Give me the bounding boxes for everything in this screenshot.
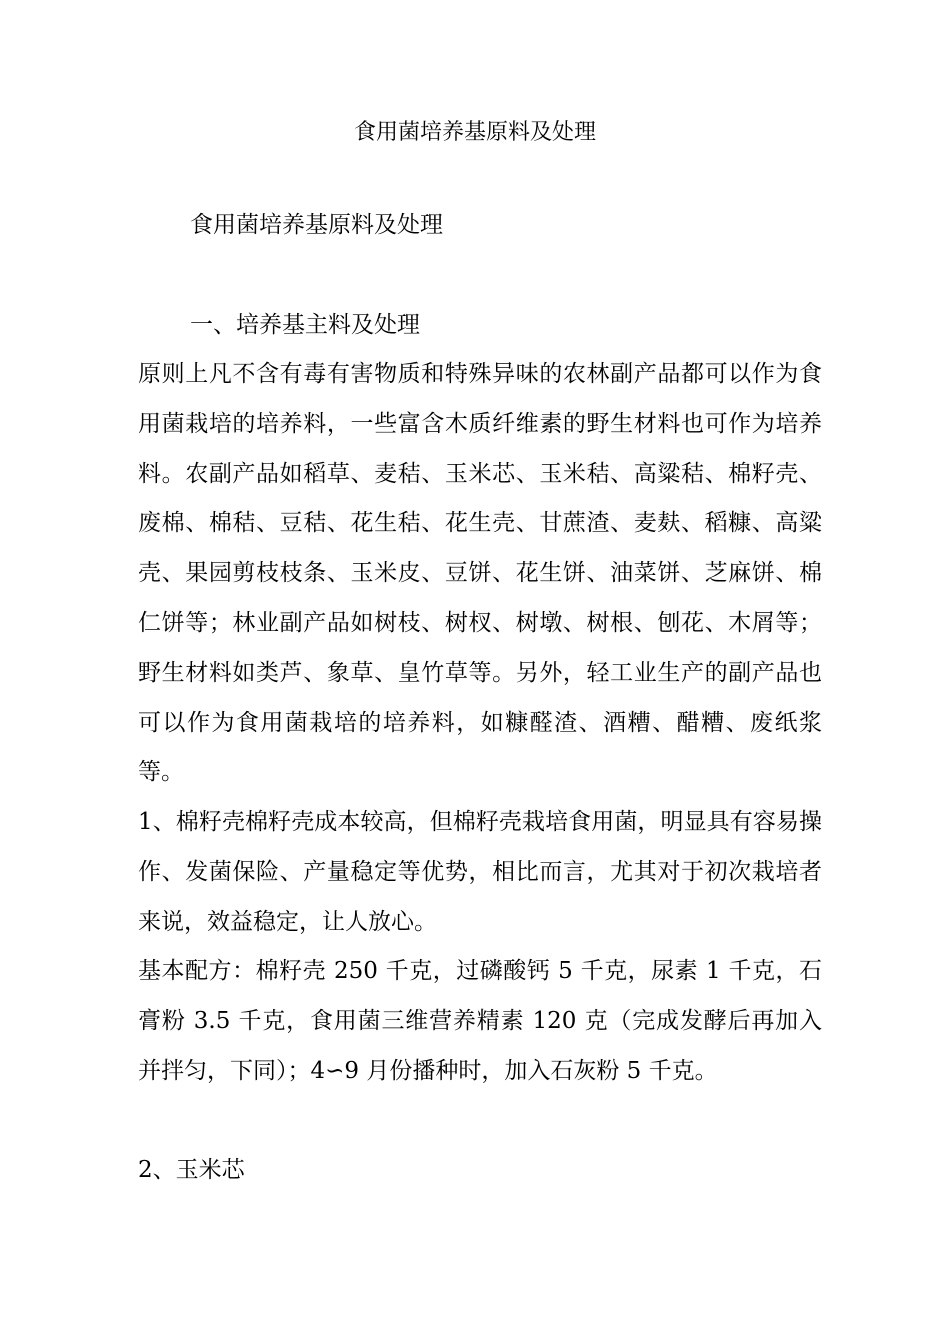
paragraph-cottonseed-hull: 1、棉籽壳棉籽壳成本较高，但棉籽壳栽培食用菌，明显具有容易操作、发菌保险、产量稳定等优势，相比而言，尤其对于初次栽培者来说，效益稳定，让人放心。 xyxy=(138,809,822,935)
paragraph-intro: 原则上凡不含有毒有害物质和特殊异味的农林副产品都可以作为食用菌栽培的培养料，一些富含木质纤维素的野生材料也可作为培养料。农副产品如稻草、麦秸、玉米芯、玉米秸、高粱秸、棉籽壳、废棉、棉秸、豆秸、花生秸、花生壳、甘蔗渣、麦麸、稻糠、高粱壳、果园剪枝枝条、玉米皮、豆饼、花生饼、油菜饼、芝麻饼、棉仁饼等；林业副产品如树枝、树杈、树墩、树根、刨花、木屑等；野生材料如类芦、象草、皇竹草等。另外，轻工业生产的副产品也可以作为食用菌栽培的培养料，如糠醛渣、酒糟、醋糟、废纸浆等。 xyxy=(138,361,822,786)
paragraph-basic-formula: 基本配方：棉籽壳 250 千克，过磷酸钙 5 千克，尿素 1 千克，石膏粉 3.5 千克，食用菌三维营养精素 120 克（完成发酵后再加入并拌匀，下同）；4∽9 月份播种时，加入石灰粉 5 千克。 xyxy=(138,958,822,1084)
document-title: 食用菌培养基原料及处理 xyxy=(353,120,596,145)
section-heading: 一、培养基主料及处理 xyxy=(190,312,420,338)
paragraph-corncob-heading: 2、玉米芯 xyxy=(138,1157,245,1183)
document-subtitle: 食用菌培养基原料及处理 xyxy=(190,212,443,238)
